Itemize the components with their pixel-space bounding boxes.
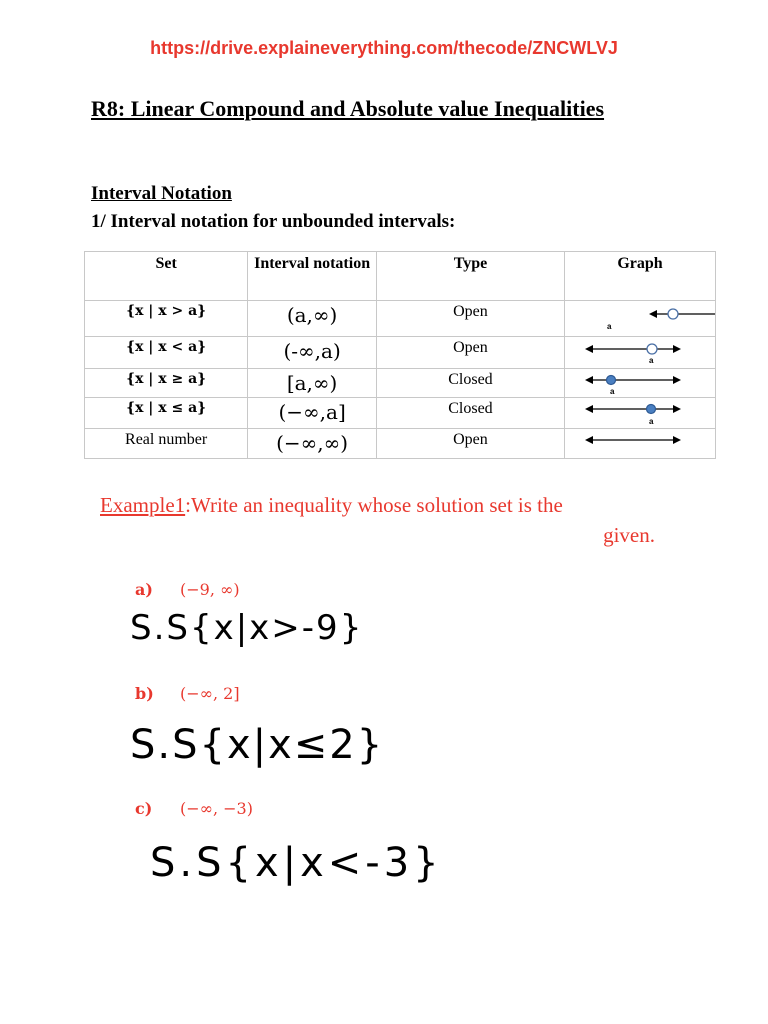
number-line-graph [565, 337, 715, 366]
table-row [85, 429, 716, 459]
graph-cell [565, 337, 716, 369]
type-cell: Open [376, 301, 564, 337]
page-title: R8: Linear Compound and Absolute value Inequalities [91, 96, 605, 121]
handwritten-answer-a: S.S{x|x>-9} [130, 608, 364, 648]
set-cell: {x | x ≤ a} [85, 398, 248, 429]
table-header-row [85, 252, 716, 301]
item-interval: (−9, ∞) [180, 580, 240, 599]
closed-point [607, 376, 616, 385]
example-text-line2: given. [603, 523, 655, 547]
right-arrow-icon [673, 345, 681, 353]
table-row [85, 369, 716, 398]
type-cell: Open [376, 429, 564, 459]
closed-point [647, 405, 656, 414]
number-line-graph [565, 398, 715, 428]
point-label: a [607, 322, 612, 331]
graph-cell [565, 301, 716, 337]
interval-cell: (−∞,a] [248, 398, 377, 429]
header-graph: Graph [565, 252, 716, 301]
handwritten-answer-b: S.S{x|x≤2} [130, 722, 385, 768]
set-cell: {x | x < a} [85, 337, 248, 369]
item-letter: b) [135, 684, 154, 703]
item-interval: (−∞, 2] [180, 684, 240, 703]
example-label: Example1 [100, 493, 186, 517]
handwritten-answer-c: S.S{x|x<-3} [150, 840, 443, 886]
item-letter: a) [135, 580, 153, 599]
interval-notation-table [84, 251, 716, 459]
point-label: a [649, 356, 654, 365]
item-letter: c) [135, 799, 153, 818]
section-heading: Interval Notation [91, 183, 232, 204]
graph-cell [565, 398, 716, 429]
example-item-c [135, 799, 253, 818]
right-arrow-icon [673, 405, 681, 413]
table-row [85, 337, 716, 369]
table-row [85, 398, 716, 429]
set-cell: {x | x > a} [85, 301, 248, 337]
example-item-b [135, 684, 240, 703]
open-point [668, 309, 678, 319]
set-cell: {x | x ≥ a} [85, 369, 248, 398]
table-row [85, 301, 716, 337]
number-line-graph [565, 429, 715, 458]
type-cell: Closed [376, 398, 564, 429]
point-label: a [649, 417, 654, 426]
subsection-heading: 1/ Interval notation for unbounded intervals: [91, 211, 456, 232]
example-heading [100, 490, 655, 550]
open-point [647, 344, 657, 354]
number-line-graph [565, 369, 715, 396]
graph-cell [565, 369, 716, 398]
graph-cell [565, 429, 716, 459]
header-set: Set [85, 252, 248, 301]
number-line-graph [565, 301, 715, 334]
header-interval-notation: Interval notation [248, 252, 377, 301]
type-cell: Open [376, 337, 564, 369]
interval-cell: (-∞,a) [248, 337, 377, 369]
set-cell: Real number [85, 429, 248, 459]
item-interval: (−∞, −3) [180, 799, 253, 818]
right-arrow-icon [673, 376, 681, 384]
type-cell: Closed [376, 369, 564, 398]
header-type: Type [376, 252, 564, 301]
interval-cell: [a,∞) [248, 369, 377, 398]
point-label: a [610, 387, 615, 396]
interval-cell: (−∞,∞) [248, 429, 377, 459]
interval-cell: (a,∞) [248, 301, 377, 337]
right-arrow-icon [673, 436, 681, 444]
example-text-line1: :Write an inequality whose solution set is the [185, 493, 563, 517]
example-item-a [135, 580, 240, 599]
explain-everything-url[interactable]: https://drive.explaineverything.com/thecode/ZNCWLVJ [150, 38, 618, 58]
